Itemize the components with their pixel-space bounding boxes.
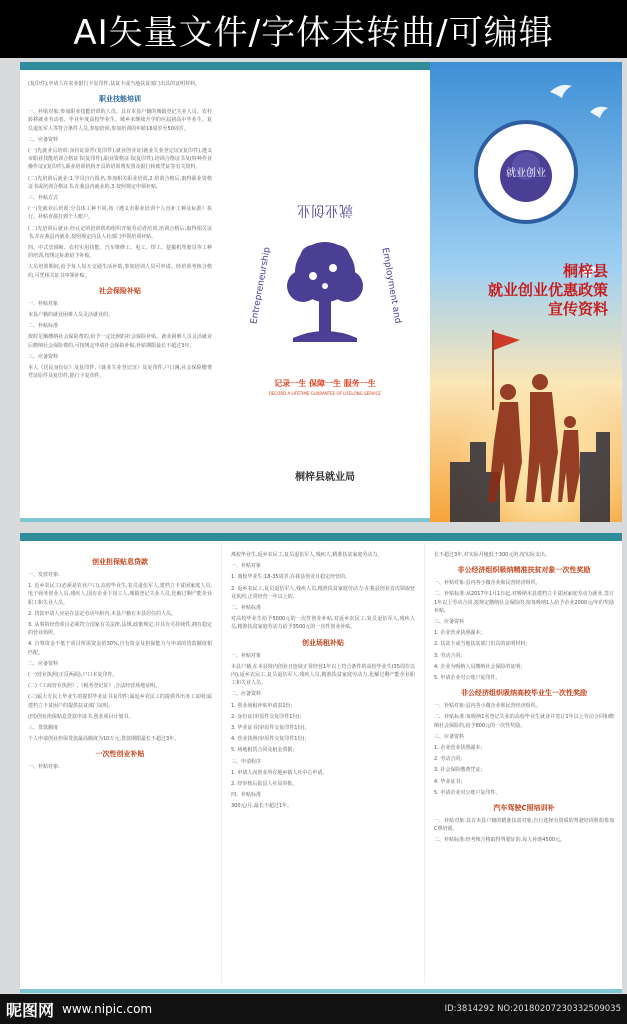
para: 3. 毕业证书(审原件交复印件1份); xyxy=(231,725,307,732)
para: 5. 申请企业对公账户复印件。 xyxy=(434,675,501,682)
para: 1. 创业场租补贴申请表1份; xyxy=(231,702,293,709)
inside-col-2 xyxy=(223,547,423,979)
cover-panel xyxy=(430,62,622,522)
para: 二、应备资料 xyxy=(28,660,59,667)
para: 2. 经审核后报县人社局审批。 xyxy=(231,781,298,788)
para: 2. 返乡农民工,复员退伍军人,残疾人员,精准扶贫家庭劳动力:在我县创业首次领取营业执照,正常经营一年以上的。 xyxy=(231,585,415,600)
para: (三)属大专以上毕业生的提供毕业证书复印件;属返乡农民工的提供外出务工证明;属建档立卡贫困户的提供扶贫部门证明。 xyxy=(28,694,212,709)
intro-text: (复印件),申请人在农业银行卡复印件,扶贫卡或当地扶贫部门出具的证明材料。 xyxy=(28,81,201,87)
para: 二、补贴标准 xyxy=(231,605,262,612)
para: 300元/月,最长不超过1年。 xyxy=(231,803,292,810)
para: 一、补贴对象:县内各小微企业和民营经济组织。 xyxy=(434,580,541,587)
para: 2. 身份证(审原件交复印件1份); xyxy=(231,713,302,720)
brochure-outside xyxy=(20,62,622,522)
para: 一、补贴对象: xyxy=(28,764,60,771)
para: 2. 扶贫卡或当地扶贫部门出具的证明材料; xyxy=(434,641,528,648)
section-title-loan: 创业担保贴息贷款 xyxy=(92,558,148,566)
para: (一)先就业后培训:分具体工种不同,按《遵义市职业培训个人直补工种及标准》执行。补贴直接打到个人账户。 xyxy=(28,206,212,221)
slogan: 记录一生 保障一生 服务一生 xyxy=(274,379,376,388)
para: 二、补贴标准:每吸纳1名登记失业的高校毕业生就业并签订1年以上劳动合同和缴纳社会保险的,给予800元的一次性奖励。 xyxy=(434,714,614,729)
para: 对高校毕业生给予5000元的一次性创业补贴,对返乡农民工,复员退伍军人,残疾人员,精准扶贫家庭劳动力给予3500元的一次性创业补贴。 xyxy=(231,616,415,631)
middle-panel xyxy=(225,76,425,508)
bureau-name: 桐梓县就业局 xyxy=(295,472,355,483)
para: 2. 劳动合同; xyxy=(434,756,463,763)
para: 一、补贴对象:具有本县户籍的精准扶贫对象,自行选择有资质的驾驶培训机构参加C照培训。 xyxy=(434,818,614,833)
logo-text-cn: 就业创业 xyxy=(297,202,353,218)
para: 一、补贴对象 xyxy=(231,652,262,659)
para: 二、补贴标准 xyxy=(28,323,59,330)
top-band xyxy=(20,533,622,541)
para: 三、贷款额度 xyxy=(28,725,59,732)
brochure-inside xyxy=(20,533,622,993)
para: 人员培训期间,给予每人每天交通生活补助,参加培训人员可申请。经培训考核合格的,可凭相关证书申领补贴。 xyxy=(28,264,212,279)
para: 长不超过3年,对实际月租低于300元的,按实际支出。 xyxy=(434,552,550,558)
left-panel xyxy=(20,76,220,508)
slogan-en: RECORD A LIFETIME GUARANTEE OF LIFELONG SERVICE xyxy=(269,391,381,396)
para: 1. 企业营业执照副本; xyxy=(434,630,483,637)
para: 三、应备资料 xyxy=(434,733,465,740)
cover-title xyxy=(458,262,608,319)
watermark-id: ID:3814292 NO:20180207230332509035 xyxy=(444,1004,621,1014)
para: 1. 企业营业执照副本; xyxy=(434,745,483,752)
cover-badge-text: 就业创业 xyxy=(506,168,546,179)
banner-text: AI矢量文件/字体未转曲/可编辑 xyxy=(73,12,554,53)
para: 一、补贴对象:县内各小微企业和民营经济组织。 xyxy=(434,703,541,710)
section-title-skills: 职业技能培训 xyxy=(99,95,141,104)
section-title-insurance: 社会保险补贴 xyxy=(99,286,141,295)
para: 3. 从事的经营项目必须符合国家有关法律,法规,政策规定,并具有可持续性,拥有稳定的营业场所。 xyxy=(28,622,212,637)
para: 1. 近乡农民工(必须是农业户口),高校毕业生,复员退伍军人,建档立卡贫困家庭人员,电子商务创业人员,残疾人,国有企业下岗工人,城镇登记失业人员,化解过剩产能企业职工和失业人员。 xyxy=(28,583,212,606)
para: 三、应备资料 xyxy=(434,619,465,626)
top-banner xyxy=(0,0,627,58)
para: 一、补贴对象 xyxy=(231,563,262,570)
watermark-bar xyxy=(0,994,627,1024)
para: (二)先培训后就业:1.学员自行报名,参加相关职业培训,2.培训合格后,取得职业资格证书或培训合格证书,在我县内就业的,3.按照规定申领补贴。 xyxy=(28,175,212,190)
para: (一)先就业后培训:身份证原件(复印件),就业创业证(就业失业登记证)(复印件),遵义市职业技能培训合格证书(复印件),职业资格证书(复印件),培训合格证书及(特种作业操作证)(复印件),职业培训机构开具的培训费发票及银行转账凭证等有关资料。 xyxy=(28,148,212,171)
para: 5. 申请企业对公账户复印件。 xyxy=(434,789,501,796)
para: 一、发放对象: xyxy=(28,572,60,578)
para: 个人申请创业担保贷款最高额度为10万元,贷款期限最长不超过3年。 xyxy=(28,736,180,743)
para: (一)营业执照(正反两面),户口本复印件。 xyxy=(28,672,118,679)
section-title-onetime: 一次性创业补贴 xyxy=(95,750,145,759)
employment-logo xyxy=(233,186,417,386)
para: 一、补贴对象:参加职业技能培训的人员。具有本县户籍的城镇登记失业人员、农村转移就业劳动者、毕业年度高校毕业生、城乡未继续升学的应届初高中毕业生、复员退伍军人等符合条件人员,参加培训,参加培训的年龄16周岁至50周岁。 xyxy=(28,109,212,132)
bottom-band xyxy=(20,989,622,993)
column-divider xyxy=(221,543,222,983)
section-title-rent: 创业场租补贴 xyxy=(302,638,344,647)
para: (四)创业担保贴息贷款申请书,创业项目计划书。 xyxy=(28,713,134,720)
para: 二、应备资料 xyxy=(28,136,59,143)
cover-title-line3: 宣传资料 xyxy=(547,300,608,318)
para: 三、应备资料 xyxy=(28,353,59,360)
watermark-logo: 昵图网 xyxy=(6,1000,55,1020)
para: 四、中式烹调师、农村实用技能、汽车维修工、电工、焊工、挖掘机驾驶员等工种的培训,按规定标准给予补贴。 xyxy=(28,245,212,260)
para: 二、补贴标准:从2017年1月1日起,对吸纳本县建档立卡贫困家庭劳动力就业,签订1年以上劳动合同,按规定缴纳社会保险的,按每吸纳1人给予企业2000元/年的奖励补贴。 xyxy=(434,591,614,614)
para: 本县户籍,在本县境内创业且连续正常经营1年以上符合条件的高校毕业生(35周岁以内),返乡农民工,复员退伍军人,残疾人员,精准扶贫家庭劳动力,化解过剩产能企业职工和失业人员。 xyxy=(231,663,415,687)
para: 4. 企业为吸纳人员缴纳社会保险的证明; xyxy=(434,663,523,670)
para: 4. 自筹资金不低于项目所需资金的30%,自有资金及担保能力与申请的贷款额度相匹配。 xyxy=(28,641,212,656)
para: 二、应备资料 xyxy=(231,691,262,698)
column-divider xyxy=(424,543,425,983)
para: (二)《工商营业执照》,《税务登记证》,合法经营场地证明。 xyxy=(28,683,161,690)
para: 离校毕业生,返乡农民工,复员退伍军人,残疾人,精准扶贫家庭劳动力。 xyxy=(231,552,383,558)
para: 四、补贴标准 xyxy=(231,792,262,799)
section-title-driving: 汽车驾驶C照培训补 xyxy=(493,804,555,813)
para: 5. 场地租赁合同及租金票据; xyxy=(231,747,295,754)
para: 4. 营业执照(审原件交复印件1份); xyxy=(231,736,307,743)
logo-text-en-left: Entrepreneurship xyxy=(249,246,273,325)
para: 4. 毕业证书; xyxy=(434,778,463,785)
para: 三、补贴方式 xyxy=(28,195,59,202)
para: 按时足额缴纳社会保险费的,给予一定比例的社会保险补贴。就业困难人员灵活就业后缴纳社会保险费的,可按规定申请社会保险补贴,补贴期限最长不超过3年。 xyxy=(28,334,212,349)
para: (二)先培训后就业:经认定的培训机构组织开展劳动者培训,培训合格后,取得相关证书,并在我县内就业,按照规定向县人社部门申领培训补贴。 xyxy=(28,225,212,240)
para: 一、补贴对象 xyxy=(28,300,59,307)
para: 二、补贴标准:经考核合格取得驾驶证的,每人补助4500元。 xyxy=(434,837,566,844)
section-title-graduate-reward: 非公经济组织吸纳高校毕业生一次性奖励 xyxy=(461,689,587,698)
cover-title-line1: 桐梓县 xyxy=(562,262,608,280)
watermark-url[interactable]: www.nipic.com xyxy=(62,1002,153,1016)
para: 本人《居民身份证》及复印件,《就业失业登记证》及复印件,户口簿,社会保险缴费凭证原件及复印件,银行卡复印件。 xyxy=(28,365,212,380)
para: 本县户籍的就业困难人员灵活就业的。 xyxy=(28,312,114,319)
inside-col-3 xyxy=(426,547,622,979)
para: 1. 离校毕业生:18-35周岁,在我县创业且稳定经营的。 xyxy=(231,574,351,581)
para: 三、申请程序 xyxy=(231,758,262,765)
section-title-poverty-reward: 非公经济组织吸纳精准扶贫对象一次性奖励 xyxy=(457,566,591,575)
para: 2. 贷款申请人应是在法定劳动年龄内,本县户籍在本县居住的人员。 xyxy=(28,610,176,617)
para: 1. 申请人向创业所在地乡镇人社中心申请。 xyxy=(231,769,328,776)
logo-text-en-right: Employment and xyxy=(379,246,403,325)
cover-title-line2: 就业创业优惠政策 xyxy=(487,281,608,299)
para: 3. 劳动合同; xyxy=(434,652,463,659)
inside-col-1 xyxy=(20,547,220,979)
para: 3. 社会保险缴费凭证; xyxy=(434,767,483,774)
